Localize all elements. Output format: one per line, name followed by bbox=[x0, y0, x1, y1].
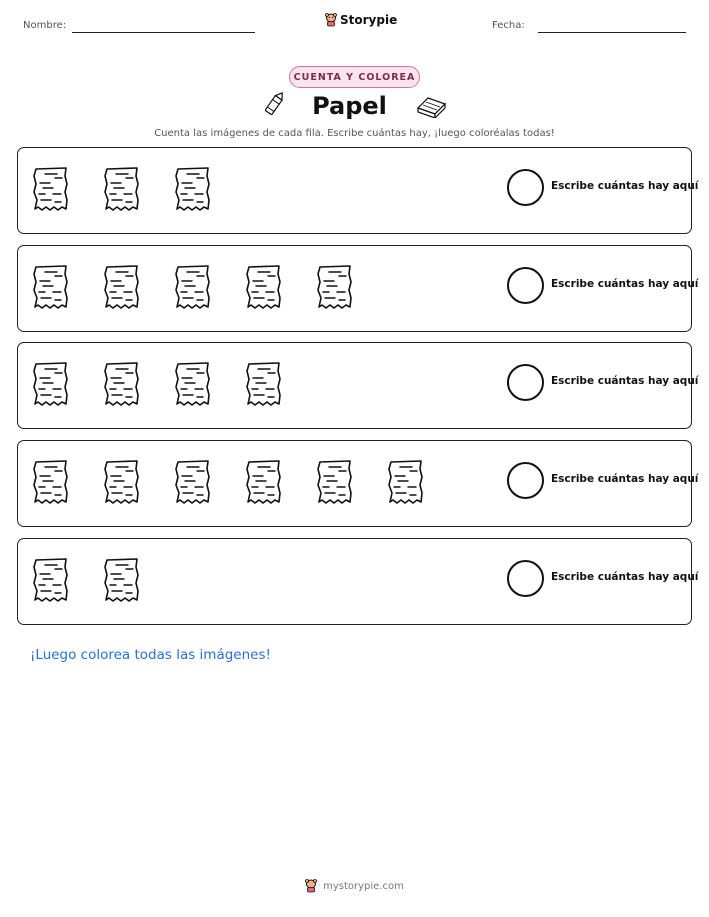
counting-row bbox=[17, 538, 699, 625]
storypie-mascot-icon bbox=[325, 13, 337, 27]
paper-sheet-icon[interactable] bbox=[173, 459, 213, 509]
answer-label: Escribe cuántas hay aquí bbox=[551, 278, 699, 290]
paper-sheet-icon[interactable] bbox=[31, 361, 71, 411]
crayon-icon bbox=[262, 92, 284, 120]
paper-sheet-icon[interactable] bbox=[173, 166, 213, 216]
paper-sheet-icon[interactable] bbox=[102, 459, 142, 509]
footer bbox=[0, 879, 709, 893]
answer-circle[interactable] bbox=[507, 364, 544, 401]
paper-sheet-icon[interactable] bbox=[315, 264, 355, 314]
paper-sheet-icon[interactable] bbox=[31, 557, 71, 607]
date-label: Fecha: bbox=[492, 20, 525, 31]
paper-sheet-icon[interactable] bbox=[386, 459, 426, 509]
name-label: Nombre: bbox=[23, 20, 67, 31]
storypie-mascot-icon bbox=[305, 879, 317, 893]
answer-label: Escribe cuántas hay aquí bbox=[551, 473, 699, 485]
title-row bbox=[0, 92, 709, 120]
paper-sheet-icon[interactable] bbox=[244, 361, 284, 411]
paper-sheet-icon[interactable] bbox=[173, 264, 213, 314]
paper-sheet-icon[interactable] bbox=[31, 166, 71, 216]
paper-sheet-icon[interactable] bbox=[315, 459, 355, 509]
page-title: Papel bbox=[312, 92, 387, 120]
paper-sheet-icon[interactable] bbox=[102, 264, 142, 314]
paper-sheet-icon[interactable] bbox=[31, 264, 71, 314]
counting-row bbox=[17, 245, 699, 332]
answer-label: Escribe cuántas hay aquí bbox=[551, 180, 699, 192]
brand-logo bbox=[325, 13, 397, 27]
coloring-note: ¡Luego colorea todas las imágenes! bbox=[30, 647, 271, 663]
answer-circle[interactable] bbox=[507, 267, 544, 304]
counting-row bbox=[17, 342, 699, 429]
counting-row bbox=[17, 147, 699, 234]
answer-circle[interactable] bbox=[507, 462, 544, 499]
name-line[interactable] bbox=[72, 32, 255, 33]
answer-circle[interactable] bbox=[507, 560, 544, 597]
paper-sheet-icon[interactable] bbox=[244, 264, 284, 314]
paper-stack-icon bbox=[415, 94, 447, 118]
paper-sheet-icon[interactable] bbox=[102, 557, 142, 607]
paper-sheet-icon[interactable] bbox=[244, 459, 284, 509]
paper-sheet-icon[interactable] bbox=[102, 166, 142, 216]
answer-label: Escribe cuántas hay aquí bbox=[551, 375, 699, 387]
brand-name: Storypie bbox=[340, 13, 398, 27]
paper-sheet-icon[interactable] bbox=[31, 459, 71, 509]
answer-circle[interactable] bbox=[507, 169, 544, 206]
paper-sheet-icon[interactable] bbox=[102, 361, 142, 411]
activity-badge: CUENTA Y COLOREA bbox=[289, 66, 420, 88]
counting-row bbox=[17, 440, 699, 527]
footer-url: mystorypie.com bbox=[323, 880, 404, 892]
date-line[interactable] bbox=[538, 32, 686, 33]
instructions-text: Cuenta las imágenes de cada fila. Escribe cuántas hay, ¡luego coloréalas todas! bbox=[154, 128, 555, 139]
answer-label: Escribe cuántas hay aquí bbox=[551, 571, 699, 583]
paper-sheet-icon[interactable] bbox=[173, 361, 213, 411]
